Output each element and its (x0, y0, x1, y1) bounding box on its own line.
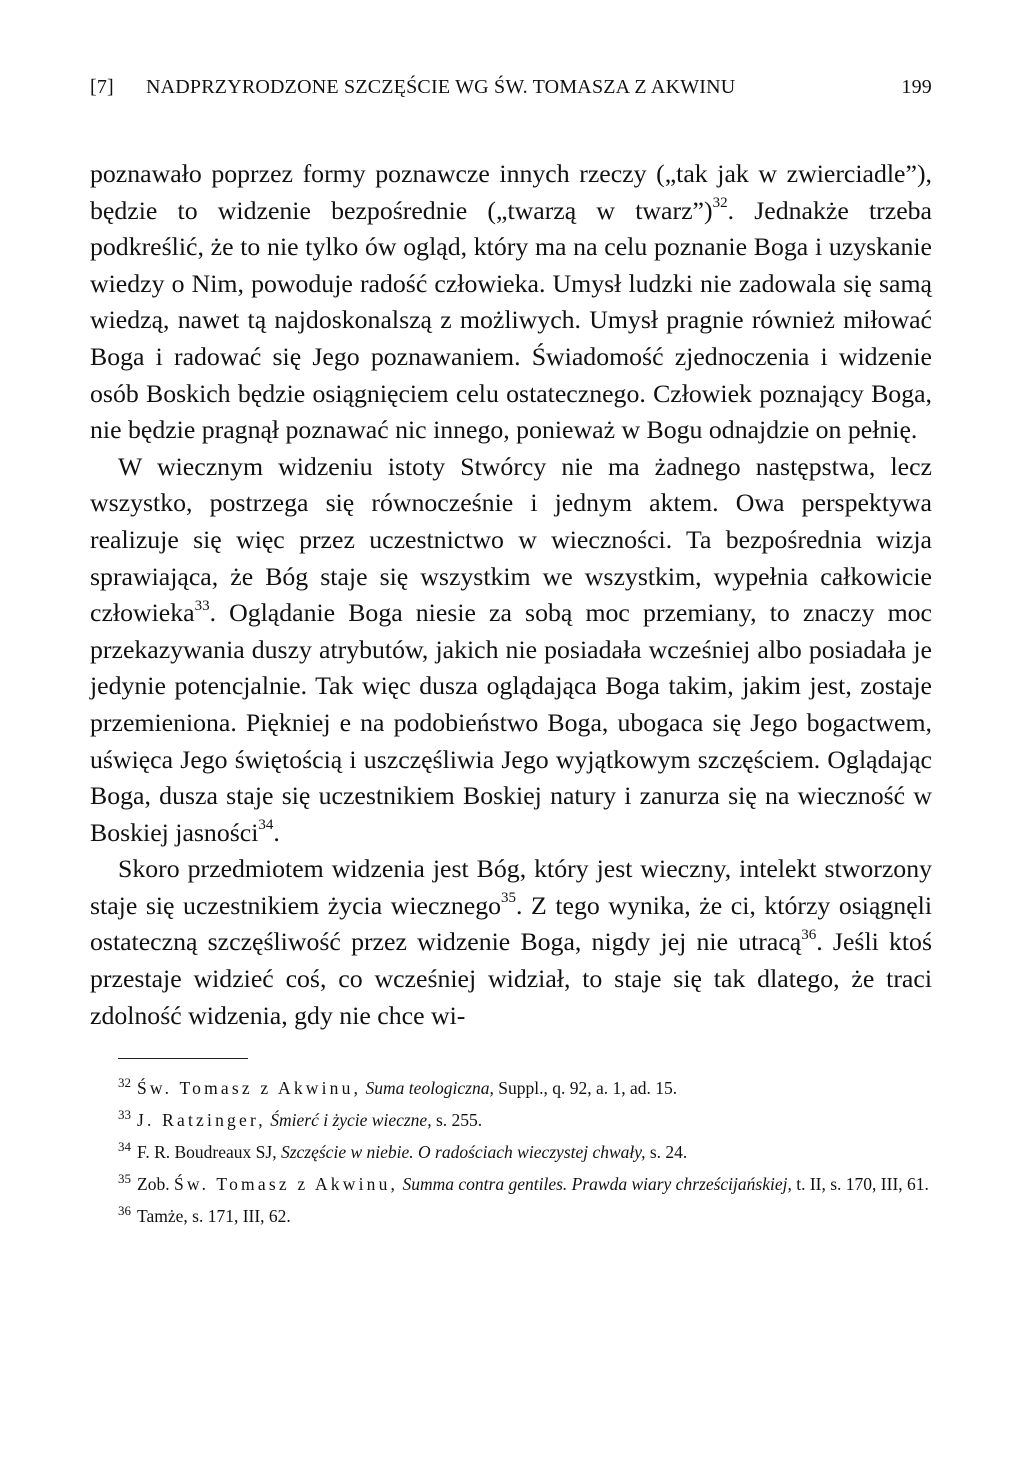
running-title: NADPRZYRODZONE SZCZĘŚCIE WG ŚW. TOMASZA Z AKWINU (146, 76, 736, 98)
paragraph-text: poznawało poprzez formy poznawcze innych rzeczy („tak jak w zwierciadle”), będzie to widzenie bezpośrednie („twarzą w twarz”) (90, 159, 932, 225)
paragraph-2 (90, 449, 932, 852)
footnote-number: 36 (118, 1203, 131, 1219)
paragraph-text: . Jeśli ktoś przestaje widzieć coś, co wcześniej widział, to staje się tak dlatego, że traci zdolność widzenia, gdy nie chce wi- (90, 927, 932, 1030)
footnote-number: 34 (118, 1139, 131, 1155)
footnote-rest: t. II, s. 170, III, 61. (791, 1174, 929, 1195)
footnote-33 (90, 1109, 932, 1131)
footnote-title: Summa contra gentiles. Prawda wiary chrześcijańskiej, (402, 1174, 792, 1195)
page-number: 199 (901, 76, 932, 98)
footnote-author: F. R. Boudreaux SJ, (137, 1142, 277, 1163)
paragraph-3 (90, 851, 932, 1034)
chapter-number: [7] (90, 76, 114, 98)
footnote-rest: s. 255. (431, 1110, 483, 1131)
footnote-title: Suma teologiczna, (365, 1078, 494, 1099)
footnote-title: Szczęście w niebie. O radościach wieczystej chwały, (280, 1142, 646, 1163)
footnote-rest: Suppl., q. 92, a. 1, ad. 15. (493, 1078, 678, 1099)
footnote-author: J. Ratzinger, (137, 1110, 266, 1131)
footnotes (90, 1077, 932, 1227)
book-page (90, 76, 932, 1237)
footnote-rest: s. 24. (645, 1142, 688, 1163)
footnote-ref-36[interactable]: 36 (801, 926, 817, 943)
footnote-rest: Tamże, s. 171, III, 62. (137, 1206, 291, 1227)
paragraph-text: Skoro przedmiotem widzenia jest Bóg, który jest wieczny, intelekt stworzony staje się uczestnikiem życia wiecznego (90, 854, 932, 920)
footnote-35 (90, 1173, 932, 1195)
paragraph-text: W wiecznym widzeniu istoty Stwórcy nie ma żadnego następstwa, lecz wszystko, postrzega się równocześnie i jednym aktem. Owa perspektywa realizuje się więc przez uczestnictwo w wieczności. Ta bezpośrednia wizja sprawiająca, że Bóg staje się wszystkim we wszystkim, wypełnia całkowicie człowieka (90, 451, 932, 628)
running-head (90, 76, 932, 120)
footnote-ref-34[interactable]: 34 (258, 817, 274, 834)
paragraph-text: . Z tego wynika, że ci, którzy osiągnęli ostateczną szczęśliwość przez widzenie Boga, nigdy jej nie utracą (90, 890, 932, 957)
footnote-ref-35[interactable]: 35 (501, 890, 517, 907)
footnote-prefix: Zob. (137, 1174, 174, 1195)
paragraph-text: . (273, 817, 280, 847)
paragraph-text: . Oglądanie Boga niesie za sobą moc przemiany, to znaczy moc przekazywania duszy atrybutów, jakich nie posiadała wcześniej albo posiadała je jedynie potencjalnie. Tak więc dusza oglądająca Boga takim, jakim jest, zostaje przemieniona. Piękniej e na podobieństwo Boga, ubogaca się Jego bogactwem, uświęca Jego świętością i uszczęśliwia Jego wyjątkowym szczęściem. Oglądając Boga, dusza staje się uczestnikiem Boskiej natury i zanurza się na wieczność w Boskiej jasności (90, 598, 932, 847)
footnote-number: 32 (118, 1075, 131, 1091)
footnote-number: 33 (118, 1107, 131, 1123)
footnote-author: Św. Tomasz z Akwinu, (173, 1174, 399, 1195)
footnote-author: Św. Tomasz z Akwinu, (137, 1078, 362, 1099)
footnote-number: 35 (118, 1171, 131, 1187)
footnote-32 (90, 1077, 932, 1099)
paragraph-1 (90, 156, 932, 449)
footnote-title: Śmierć i życie wieczne, (270, 1110, 432, 1131)
body-text (90, 156, 932, 1034)
footnote-divider (118, 1058, 248, 1059)
footnote-34 (90, 1141, 932, 1163)
footnote-36 (90, 1205, 932, 1227)
footnote-ref-32[interactable]: 32 (712, 195, 728, 211)
paragraph-text: . Jednakże trzeba podkreślić, że to nie tylko ów ogląd, który ma na celu poznanie Boga i uzyskanie wiedzy o Nim, powoduje radość człowieka. Umysł ludzki nie zadowala się samą wiedzą, nawet tą najdoskonalszą z możliwych. Umysł pragnie również miłować Boga i radować się Jego poznawaniem. Świadomość zjednoczenia i widzenie osób Boskich będzie osiągnięciem celu ostatecznego. Człowiek poznający Boga, nie będzie pragnął poznawać nic innego, ponieważ w Bogu odnajdzie on pełnię. (90, 195, 933, 445)
footnote-ref-33[interactable]: 33 (194, 597, 210, 614)
